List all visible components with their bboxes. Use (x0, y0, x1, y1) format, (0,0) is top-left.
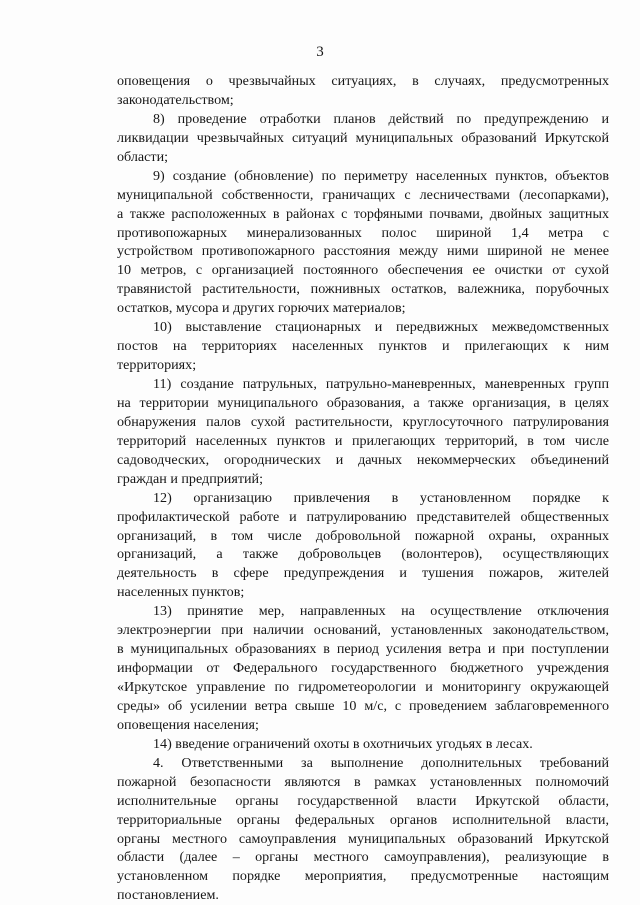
text-line: деятельность в сфере предупреждения и тушения пожаров, жителей (117, 565, 609, 582)
text-line: а также расположенных в районах с торфяными почвами, двойных защитных (117, 205, 609, 222)
text-line: территорий населенных пунктов и прилегающих территорий, в том числе (117, 432, 609, 449)
text-line: оповещения о чрезвычайных ситуациях, в случаях, предусмотренных (117, 73, 609, 89)
text-line: 4. Ответственными за выполнение дополнительных требований (153, 754, 609, 771)
text-line: «Иркутское управление по гидрометеорологии и мониторингу окружающей (117, 679, 609, 695)
text-line: 13) принятие мер, направленных на осуществление отключения (153, 603, 609, 620)
text-line: муниципальной собственности, граничащих с лесничествами (лесопарками), (117, 186, 609, 203)
text-line: 14) введение ограничений охоты в охотничьих угодьях в лесах. (153, 735, 533, 752)
text-line: информации от Федерального государственного бюджетного учреждения (117, 660, 609, 677)
text-line: организаций, а также добровольцев (волонтеров), осуществляющих (117, 546, 609, 563)
text-line: электроэнергии при наличии оснований, установленных законодательством, (117, 622, 609, 639)
text-line: на территории муниципального образования, а также организация, в целях (117, 394, 609, 411)
text-line: области; (117, 148, 169, 165)
text-line: оповещения населения; (117, 716, 259, 733)
text-line: исполнительные органы государственной власти Иркутской области, (117, 792, 609, 809)
text-line: остатков, мусора и других горючих материалов; (117, 300, 406, 317)
text-line: граждан и предприятий; (117, 470, 263, 487)
text-line: постов на территориях населенных пунктов и прилегающих к ним (117, 338, 609, 355)
text-line: 12) организацию привлечения в установленном порядке к (153, 489, 609, 506)
text-line: органы местного самоуправления муниципальных образований Иркутской (117, 830, 609, 847)
text-line: садоводческих, огороднических и дачных некоммерческих объединений (117, 451, 609, 468)
text-line: постановлением. (117, 887, 219, 904)
text-line: населенных пунктов; (117, 584, 245, 601)
text-line: обнаружения палов сухой растительности, круглосуточного патрулирования (117, 413, 609, 430)
text-line: 8) проведение отработки планов действий по предупреждению и (153, 110, 609, 127)
text-line: области (далее – органы местного самоуправления), реализующие в (117, 849, 609, 866)
text-line: установленном порядке мероприятия, предусмотренные настоящим (117, 868, 609, 885)
text-line: законодательством; (117, 91, 234, 108)
text-line: территориях; (117, 357, 197, 374)
text-line: противопожарных минерализованных полос шириной 1,4 метра с (117, 224, 609, 241)
text-line: устройством противопожарного расстояния между ними шириной не менее (117, 243, 609, 260)
text-line: 10) выставление стационарных и передвижных межведомственных (153, 319, 609, 336)
text-line: ликвидации чрезвычайных ситуаций муниципальных образований Иркутской (117, 129, 609, 146)
text-line: профилактической работе и патрулированию представителей общественных (117, 508, 609, 525)
text-line: 10 метров, с организацией постоянного обеспечения ее очистки от сухой (117, 262, 609, 279)
text-line: 11) создание патрульных, патрульно-маневренных, маневренных групп (153, 376, 609, 392)
document-body (117, 72, 609, 905)
text-line: 9) создание (обновление) по периметру населенных пунктов, объектов (153, 167, 609, 184)
text-line: организаций, в том числе добровольной пожарной охраны, охранных (117, 527, 609, 544)
text-line: среды» об усилении ветра свыше 10 м/с, с проведением заблаговременного (117, 697, 609, 714)
text-line: травянистой растительности, пожнивных остатков, валежника, порубочных (117, 281, 609, 298)
page-number: 3 (316, 44, 324, 60)
text-line: территориальные органы федеральных органов исполнительной власти, (117, 811, 609, 828)
text-line: в муниципальных образованиях в период усиления ветра и при поступлении (117, 641, 609, 658)
text-line: пожарной безопасности являются в рамках установленных полномочий (117, 773, 609, 790)
